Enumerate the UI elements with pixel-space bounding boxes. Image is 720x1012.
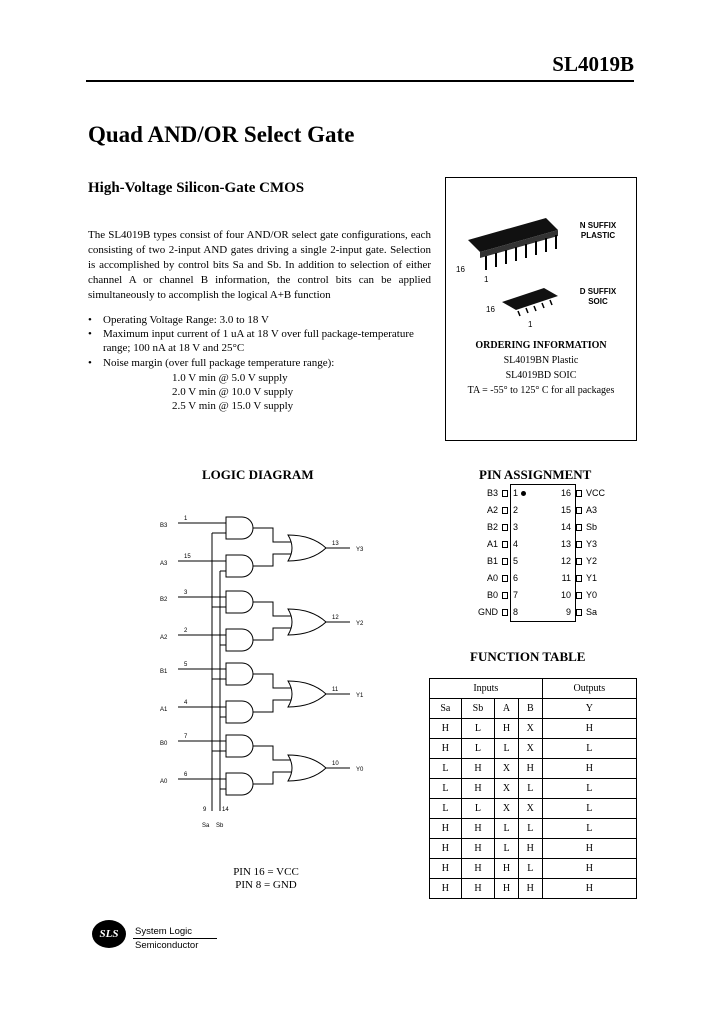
or-gate [288, 755, 326, 781]
pin-lead-icon [502, 541, 508, 548]
table-cell: H [495, 719, 519, 739]
table-cell: H [430, 879, 462, 899]
pin-number: 2 [513, 505, 519, 515]
pin-name: GND [478, 607, 498, 617]
pin-name: A0 [486, 573, 498, 583]
table-cell: L [495, 839, 519, 859]
table-cell: L [542, 739, 636, 759]
table-cell: H [542, 759, 636, 779]
table-cell: L [461, 739, 494, 759]
description: The SL4019B types consist of four AND/OR select gate configurations, each consisting of two 2-input AND gates driving a single 2-input gate. Selection is accomplished by control bits Sa and Sb. In addition to selection of either channel A or channel B information, the control bits can be applied simultaneously to accomplish the logical A+B function [88, 229, 431, 301]
and-gate [226, 591, 253, 613]
dip-package-icon [468, 218, 558, 270]
table-cell: H [461, 759, 494, 779]
output-pin-number: 13 [332, 541, 339, 547]
subtitle: High-Voltage Silicon-Gate CMOS [88, 180, 305, 196]
pin-lead-icon [576, 592, 582, 599]
pin-number: 10 [560, 590, 571, 600]
pin-lead-icon [502, 592, 508, 599]
soic-pin1-label: 1 [528, 320, 533, 329]
and-gate [226, 735, 253, 757]
output-pin-number: 10 [332, 761, 339, 767]
pin-name: B3 [486, 488, 498, 498]
pin-number: 11 [561, 573, 571, 583]
pin-lead-icon [502, 558, 508, 565]
pin-lead-icon [576, 541, 582, 548]
table-row [430, 839, 637, 859]
company-logo: SLS [92, 920, 126, 948]
table-row [430, 799, 637, 819]
control-label: Sa [202, 823, 210, 829]
pin-number: 9 [565, 607, 571, 617]
input-label: B0 [160, 741, 168, 747]
table-cell: H [461, 859, 494, 879]
ordering-line: SL4019BD SOIC [505, 370, 577, 381]
table-cell: X [495, 799, 519, 819]
pin-lead-icon [502, 490, 508, 497]
table-cell: L [461, 799, 494, 819]
input-label: B1 [160, 669, 168, 675]
column-header: Sa [430, 699, 462, 719]
pin-lead-icon [502, 507, 508, 514]
and-gate [226, 517, 253, 539]
and-gate [226, 701, 253, 723]
table-cell: L [430, 779, 462, 799]
table-cell: H [430, 739, 462, 759]
pin-assignment-title: PIN ASSIGNMENT [479, 467, 592, 482]
pin-name: Y1 [586, 573, 598, 583]
pin-lead-icon [576, 507, 582, 514]
pin-name: B2 [486, 522, 498, 532]
n-plastic-label: PLASTIC [580, 231, 616, 240]
table-cell: H [430, 839, 462, 859]
function-table-title: FUNCTION TABLE [470, 649, 586, 664]
column-header: Sb [461, 699, 494, 719]
table-cell: X [518, 719, 542, 739]
bullet-text: Noise margin (over full package temperature range): [103, 357, 335, 369]
package-drawing [446, 178, 636, 338]
part-number: SL4019B [552, 52, 634, 76]
pin-name: B1 [486, 556, 498, 566]
pin-number: 7 [513, 590, 519, 600]
output-label: Y3 [356, 547, 364, 553]
table-cell: H [495, 879, 519, 899]
table-row [430, 739, 637, 759]
d-soic-label: SOIC [588, 297, 608, 306]
and-gate [226, 555, 253, 577]
input-pin-number: 1 [184, 516, 188, 522]
input-pin-number: 6 [184, 772, 188, 778]
table-row [430, 779, 637, 799]
table-cell: H [430, 859, 462, 879]
pin-number: 3 [513, 522, 519, 532]
table-row [430, 819, 637, 839]
table-cell: L [430, 759, 462, 779]
output-pin-number: 11 [332, 687, 339, 693]
ordering-line: TA = -55° to 125° C for all packages [467, 385, 615, 396]
table-row [430, 859, 637, 879]
logic-diagram-title: LOGIC DIAGRAM [202, 467, 314, 482]
control-pin-number: 9 [203, 807, 207, 813]
table-row [430, 719, 637, 739]
pin-number: 8 [513, 607, 519, 617]
pin-number: 1 [513, 488, 519, 498]
footer-rule [133, 938, 217, 939]
table-cell: H [542, 879, 636, 899]
or-gate [288, 535, 326, 561]
column-header: B [518, 699, 542, 719]
pin-name: A2 [486, 505, 498, 515]
table-cell: H [542, 859, 636, 879]
table-cell: H [495, 859, 519, 879]
table-cell: H [461, 779, 494, 799]
input-label: B2 [160, 597, 168, 603]
input-label: A2 [160, 635, 168, 641]
pin-lead-icon [576, 558, 582, 565]
input-pin-number: 3 [184, 590, 188, 596]
pin-name: Y0 [586, 590, 598, 600]
page-title: Quad AND/OR Select Gate [88, 122, 355, 147]
pin-lead-icon [502, 609, 508, 616]
table-cell: L [495, 739, 519, 759]
pin-lead-icon [502, 575, 508, 582]
pin-note [226, 866, 306, 892]
pin-number: 16 [560, 488, 571, 498]
ordering-line: SL4019BN Plastic [503, 355, 579, 366]
noise-margin-line: 1.0 V min @ 5.0 V supply [172, 372, 288, 384]
package-info-box [445, 177, 637, 441]
output-label: Y1 [356, 693, 364, 699]
pin1-marker-icon [521, 491, 526, 496]
pin-lead-icon [576, 490, 582, 497]
company-name-line2: Semiconductor [135, 940, 199, 951]
table-cell: H [461, 879, 494, 899]
column-header: A [495, 699, 519, 719]
pin-number: 13 [560, 539, 571, 549]
table-cell: L [518, 859, 542, 879]
input-pin-number: 5 [184, 662, 188, 668]
table-cell: L [461, 719, 494, 739]
input-pin-number: 7 [184, 734, 188, 740]
input-pin-number: 2 [184, 628, 188, 634]
table-cell: H [542, 839, 636, 859]
ordering-header: ORDERING INFORMATION [475, 340, 607, 351]
pin-name: A1 [486, 539, 498, 549]
table-row [430, 759, 637, 779]
soic-pin16-label: 16 [486, 305, 495, 314]
dip-pin1-label: 1 [484, 275, 489, 284]
input-label: A1 [160, 707, 168, 713]
table-cell: L [495, 819, 519, 839]
bullet-icon: • [88, 314, 92, 326]
pin-name: Y2 [586, 556, 598, 566]
table-row [430, 879, 637, 899]
pin-name: Sb [586, 522, 598, 532]
pin-name: Y3 [586, 539, 598, 549]
table-cell: H [461, 819, 494, 839]
outputs-group-header: Outputs [542, 679, 636, 699]
dip-pin16-label: 16 [456, 265, 465, 274]
table-cell: X [495, 759, 519, 779]
pin-name: VCC [586, 488, 606, 498]
output-pin-number: 12 [332, 615, 339, 621]
output-label: Y2 [356, 621, 364, 627]
table-cell: L [518, 779, 542, 799]
d-suffix-label: D SUFFIX [579, 287, 617, 296]
table-cell: H [518, 879, 542, 899]
and-gate [226, 663, 253, 685]
pin-lead-icon [576, 524, 582, 531]
input-label: B3 [160, 523, 168, 529]
pin-lead-icon [576, 609, 582, 616]
table-cell: L [542, 819, 636, 839]
output-label: Y0 [356, 767, 364, 773]
pin-lead-icon [502, 524, 508, 531]
bullet-text: Maximum input current of 1 uA at 18 V over full package-temperature range; 100 nA at 18 V and 25°C [103, 328, 414, 354]
table-cell: X [518, 799, 542, 819]
table-cell: H [430, 719, 462, 739]
control-pin-number: 14 [222, 807, 229, 813]
bullet-icon: • [88, 328, 92, 340]
and-gate [226, 773, 253, 795]
table-cell: L [542, 779, 636, 799]
pin-number: 15 [560, 505, 571, 515]
or-gate [288, 609, 326, 635]
bullet-item [88, 356, 438, 370]
noise-margin-line: 2.5 V min @ 15.0 V supply [172, 400, 294, 412]
company-name-line1: System Logic [135, 926, 193, 937]
noise-margin-line: 2.0 V min @ 10.0 V supply [172, 386, 294, 398]
pin-number: 5 [513, 556, 519, 566]
pin-name: Sa [586, 607, 598, 617]
n-suffix-label: N SUFFIX [579, 221, 617, 230]
input-label: A3 [160, 561, 168, 567]
table-cell: L [430, 799, 462, 819]
inputs-group-header: Inputs [430, 679, 543, 699]
or-gate [288, 681, 326, 707]
table-cell: X [495, 779, 519, 799]
bullet-item [88, 327, 438, 355]
bullet-icon: • [88, 357, 92, 369]
input-pin-number: 4 [184, 700, 188, 706]
pin-name: B0 [486, 590, 498, 600]
table-cell: H [542, 719, 636, 739]
pin-note-gnd: PIN 8 = GND [235, 879, 297, 891]
input-pin-number: 15 [184, 554, 191, 560]
bullet-item [88, 313, 438, 327]
table-cell: L [518, 819, 542, 839]
pin-number: 6 [513, 573, 519, 583]
pin-name: A3 [586, 505, 598, 515]
soic-package-icon [502, 288, 558, 316]
pin-note-vcc: PIN 16 = VCC [233, 866, 299, 878]
table-cell: H [518, 759, 542, 779]
function-table [429, 678, 637, 899]
table-cell: L [542, 799, 636, 819]
pin-number: 14 [560, 522, 571, 532]
header-rule [86, 80, 634, 82]
table-cell: H [518, 839, 542, 859]
and-gate [226, 629, 253, 651]
input-label: A0 [160, 779, 168, 785]
pin-number: 12 [560, 556, 571, 566]
pin-lead-icon [576, 575, 582, 582]
pin-number: 4 [513, 539, 519, 549]
logic-diagram [150, 505, 380, 835]
table-group-header-row [430, 679, 637, 699]
table-cell: H [461, 839, 494, 859]
control-label: Sb [216, 823, 224, 829]
bullet-text: Operating Voltage Range: 3.0 to 18 V [103, 314, 269, 326]
column-header: Y [542, 699, 636, 719]
table-cell: H [430, 819, 462, 839]
table-cell: X [518, 739, 542, 759]
table-column-header-row [430, 699, 637, 719]
